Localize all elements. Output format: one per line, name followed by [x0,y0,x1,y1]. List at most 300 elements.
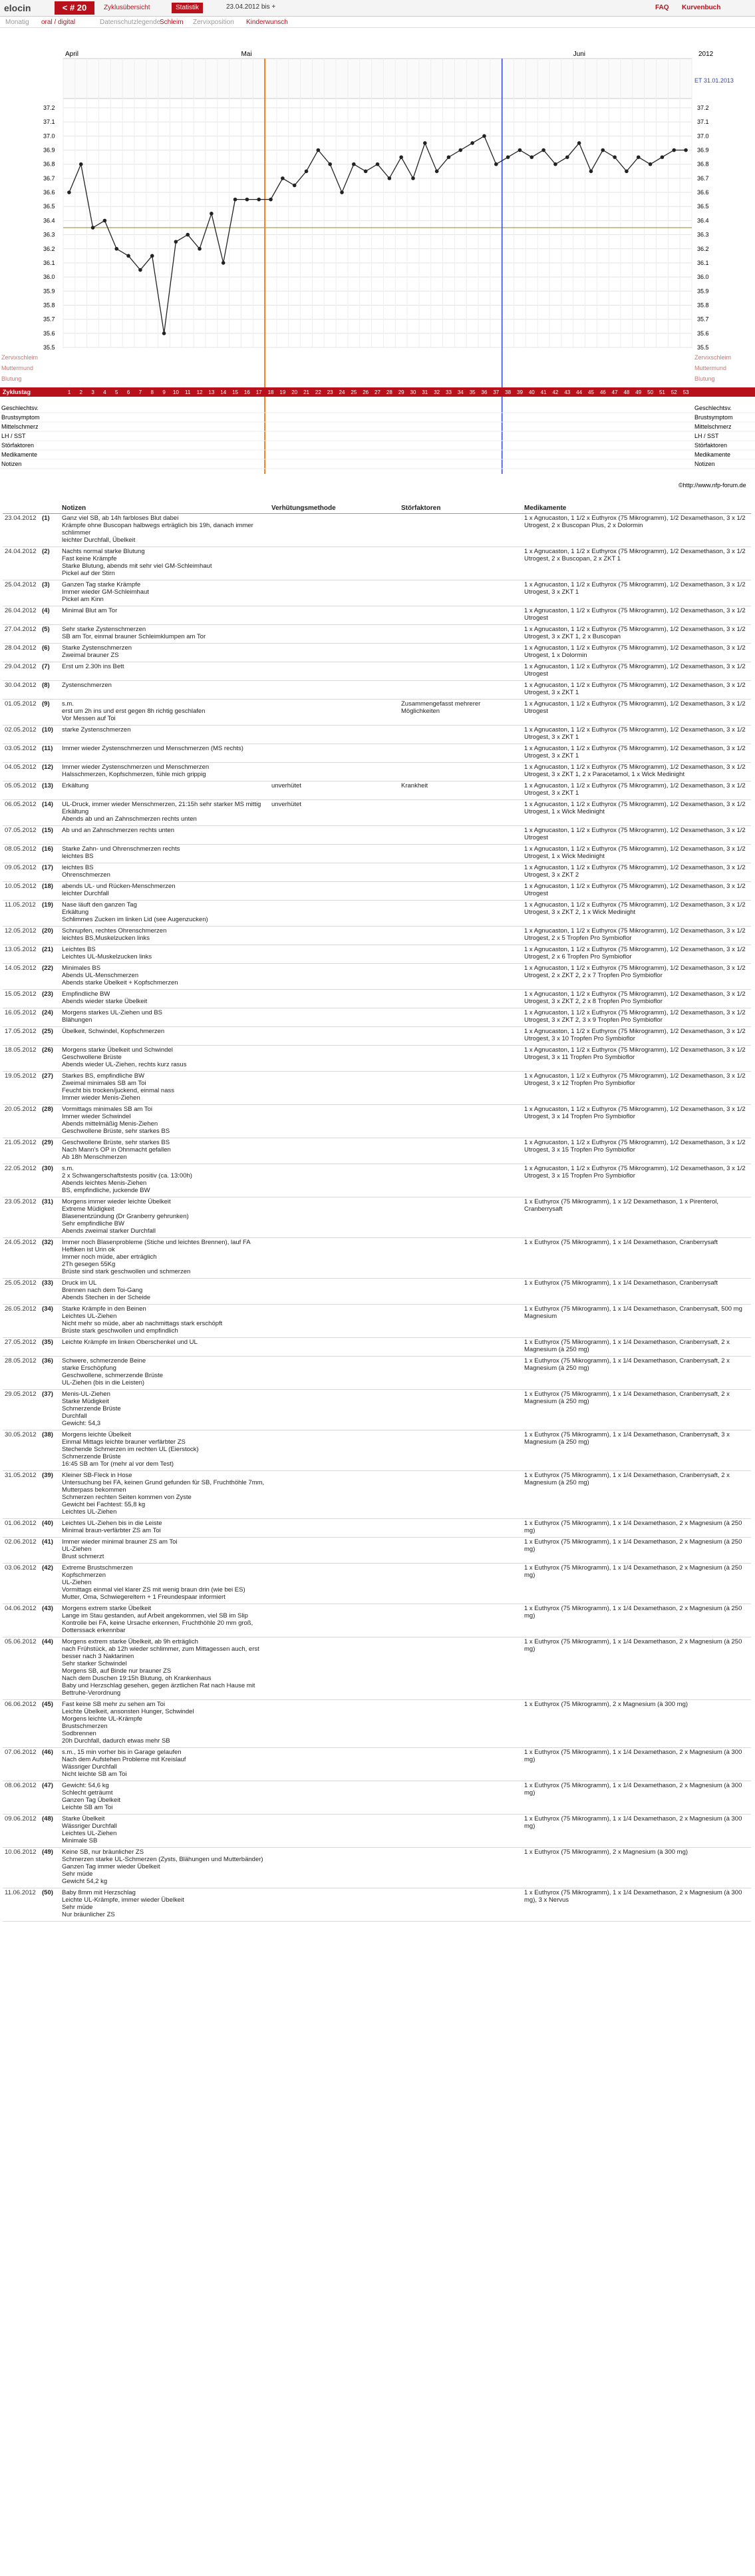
temperature-point [103,219,107,223]
temperature-point [245,198,249,202]
temperature-point [376,162,380,166]
note-disturbance [399,726,522,744]
note-row [3,1748,751,1781]
note-contraception [269,1338,399,1357]
curve-book-link[interactable]: Kurvenbuch [682,4,721,11]
note-cycle-day: (1) [40,514,60,547]
note-text: Ganzen Tag starke Krämpfe Immer wieder GM-Schleimhaut Pickel am Kinn [60,580,269,606]
note-cycle-day: (24) [40,1008,60,1027]
note-date: 30.05.2012 [3,1430,40,1471]
y-tick-label-right: 36.4 [697,217,709,224]
note-text: Starke Krämpfe in den Beinen Leichtes UL-Ziehen Nicht mehr so müde, aber ab nachmittags stark erschöpft Brüste stark geschwollen und empfindlich [60,1305,269,1338]
note-cycle-day: (42) [40,1564,60,1604]
note-medication: 1 x Euthyrox (75 Mikrogramm), 1 x 1/4 Dexamethason, 2 x Magnesium (à 250 mg) [522,1538,751,1564]
y-tick-label-right: 36.3 [697,231,709,238]
row-label-right: Notizen [694,461,715,467]
note-text: Kleiner SB-Fleck in Hose Untersuchung bei FA, keinen Grund gefunden für SB, Fruchthöhle 7mm, Mutterpass bekommen Schmerzen rechten Seiten kommen von Zyste Gewicht bei Fachtest: 55,8 kg Leichtes UL-Ziehen [60,1471,269,1519]
note-row [3,863,751,882]
note-cycle-day: (41) [40,1538,60,1564]
note-text: starke Zystenschmerzen [60,726,269,744]
row-label-right: Mittelschmerz [694,423,732,430]
note-row [3,1357,751,1390]
note-text: Keine SB, nur bräunlicher ZS Schmerzen starke UL-Schmerzen (Zysts, Blähungen und Mutterbänder) Ganzen Tag immer wieder Übelkeit Sehr müde Gewicht 54,2 kg [60,1848,269,1888]
row-label: Notizen [1,461,22,467]
note-disturbance: Zusammengefasst mehrerer Möglichkeiten [399,700,522,726]
date-range[interactable]: 23.04.2012 bis + [226,3,276,11]
note-text: s.m., 15 min vorher bis in Garage gelaufen Nach dem Aufstehen Probleme mit Kreislauf Wässriger Durchfall Nicht leichte SB am Toi [60,1748,269,1781]
note-cycle-day: (26) [40,1046,60,1072]
cycle-day-number: 46 [599,389,606,395]
note-disturbance [399,1604,522,1637]
note-row [3,1430,751,1471]
due-date-note: ET 31.01.2013 [694,77,734,84]
note-contraception [269,547,399,580]
note-contraception [269,644,399,662]
note-contraception [269,1138,399,1164]
note-date: 19.05.2012 [3,1072,40,1105]
note-date: 22.05.2012 [3,1164,40,1197]
note-text: Minimales BS Abends UL-Menschmerzen Abends starke Übelkeit + Kopfschmerzen [60,964,269,990]
note-disturbance [399,1538,522,1564]
note-text: Schwere, schmerzende Beine starke Erschöpfung Geschwollene, schmerzende Brüste UL-Ziehen (bis in die Leisten) [60,1357,269,1390]
note-row [3,882,751,901]
temperature-point [328,162,332,166]
note-disturbance: Krankheit [399,781,522,800]
note-disturbance [399,1700,522,1748]
note-text: Minimal Blut am Tor [60,606,269,625]
temperature-point [565,155,569,159]
cycle-day-number: 26 [363,389,369,395]
subnav-item[interactable]: Zervixposition [193,19,234,26]
cycle-day-number: 29 [398,389,404,395]
note-cycle-day: (30) [40,1164,60,1197]
cycle-day-number: 44 [576,389,583,395]
note-text: Morgens extrem starke Übelkeit Lange im Stau gestanden, auf Arbeit angekommen, viel SB im Slip Kontrolle bei FA, keine Ursache erkennen, Fruchthöhle 20 mm groß, Dotterssack erkennbar [60,1604,269,1637]
note-date: 09.05.2012 [3,863,40,882]
row-label-right: Geschlechtsv. [694,405,732,411]
note-contraception [269,1027,399,1046]
cycle-day-number: 41 [540,389,547,395]
cycle-day-number: 37 [493,389,500,395]
note-date: 06.05.2012 [3,800,40,826]
note-disturbance [399,1072,522,1105]
note-date: 08.05.2012 [3,845,40,863]
note-date: 13.05.2012 [3,945,40,964]
note-cycle-day: (35) [40,1338,60,1357]
note-disturbance [399,1008,522,1027]
temperature-point [269,198,273,202]
note-cycle-day: (10) [40,726,60,744]
note-cycle-day: (40) [40,1519,60,1538]
temperature-point [364,169,368,173]
y-tick-label-right: 35.6 [697,329,709,337]
note-medication: 1 x Agnucaston, 1 1/2 x Euthyrox (75 Mikrogramm), 1/2 Dexamethason, 3 x 1/2 Utrogest, 3 x ZKT 1 [522,681,751,700]
cycle-day-number: 40 [528,389,535,395]
temperature-point [352,162,356,166]
row-label: Geschlechtsv. [1,405,39,411]
note-disturbance [399,863,522,882]
y-tick-label-right: 37.2 [697,105,709,111]
note-row [3,744,751,763]
note-date: 27.05.2012 [3,1338,40,1357]
note-medication: 1 x Euthyrox (75 Mikrogramm), 1 x 1/4 Dexamethason, 2 x Magnesium (à 300 mg), 3 x Nervus [522,1888,751,1922]
note-contraception [269,964,399,990]
tab-overview[interactable]: Zyklusübersicht [104,4,150,11]
temperature-point [553,162,557,166]
note-date: 28.04.2012 [3,644,40,662]
note-contraception [269,514,399,547]
row-label-right: Muttermund [694,365,727,371]
note-contraception [269,580,399,606]
disturbances-header: Störfaktoren [399,503,522,514]
temperature-point [91,226,95,230]
note-cycle-day: (6) [40,644,60,662]
cycle-day-number: 30 [410,389,416,395]
note-contraception [269,901,399,927]
cycle-day-number: 49 [635,389,642,395]
note-contraception [269,763,399,781]
note-date: 01.06.2012 [3,1519,40,1538]
note-text: Ganz viel SB, ab 14h farbloses Blut dabei Krämpfe ohne Buscopan halbwegs erträglich bis 19h, danach immer schlimmer leichter Durchfall, Übelkeit [60,514,269,547]
note-date: 07.05.2012 [3,826,40,845]
cycle-day-number: 33 [446,389,452,395]
cycle-day-number: 32 [434,389,440,395]
row-label-right: Brustsymptom [694,414,733,421]
month-label: Juni [573,51,586,58]
note-row [3,1105,751,1138]
note-disturbance [399,1046,522,1072]
faq-link[interactable]: FAQ [655,4,669,11]
y-tick-label: 35.8 [43,302,55,309]
note-row [3,625,751,644]
temperature-point [114,247,118,251]
note-text: Geschwollene Brüste, sehr starkes BS Nach Mann's OP in Ohnmacht gefallen Ab 18h Menschmerzen [60,1138,269,1164]
note-disturbance [399,547,522,580]
note-contraception [269,606,399,625]
cycle-day-number: 4 [103,389,106,395]
row-label-right: Blutung [694,375,715,382]
temperature-point [257,198,261,202]
note-cycle-day: (49) [40,1848,60,1888]
y-tick-label: 36.4 [43,217,55,224]
note-date: 29.04.2012 [3,662,40,681]
note-cycle-day: (11) [40,744,60,763]
note-disturbance [399,1471,522,1519]
note-cycle-day: (45) [40,1700,60,1748]
note-row [3,1046,751,1072]
note-date: 31.05.2012 [3,1471,40,1519]
note-disturbance [399,1848,522,1888]
cycle-day-number: 18 [267,389,274,395]
temperature-point [625,169,629,173]
cycle-day-number: 39 [517,389,523,395]
note-row [3,990,751,1008]
note-cycle-day: (22) [40,964,60,990]
note-medication: 1 x Euthyrox (75 Mikrogramm), 1 x 1/4 Dexamethason, 2 x Magnesium (à 250 mg) [522,1604,751,1637]
note-date: 24.04.2012 [3,547,40,580]
temperature-point [601,148,605,152]
note-disturbance [399,1105,522,1138]
note-row [3,945,751,964]
temperature-point [198,247,202,251]
cycle-day-number: 3 [91,389,94,395]
note-disturbance [399,1357,522,1390]
note-contraception [269,1390,399,1430]
note-text: Immer wieder Zystenschmerzen und Menschmerzen Halsschmerzen, Kopfschmerzen, fühle mich grippig [60,763,269,781]
y-tick-label: 37.0 [43,132,55,140]
note-row [3,800,751,826]
note-cycle-day: (34) [40,1305,60,1338]
subnav-item[interactable]: oral / digital [41,19,76,26]
note-disturbance [399,964,522,990]
note-contraception [269,1357,399,1390]
note-contraception [269,826,399,845]
note-row [3,763,751,781]
note-cycle-day: (37) [40,1390,60,1430]
note-cycle-day: (43) [40,1604,60,1637]
subnav-item[interactable]: Kinderwunsch [246,19,288,26]
note-cycle-day: (2) [40,547,60,580]
note-medication: 1 x Agnucaston, 1 1/2 x Euthyrox (75 Mikrogramm), 1/2 Dexamethason, 3 x 1/2 Utrogest, 3 x 15 Tropfen Pro Symbioflor [522,1164,751,1197]
top-bar [0,0,755,17]
tab-statistics[interactable]: Statistik [172,3,203,13]
cycle-selector[interactable]: < # 20 [55,1,94,15]
note-cycle-day: (4) [40,606,60,625]
y-tick-label: 36.2 [43,245,55,252]
note-disturbance [399,1279,522,1305]
note-disturbance [399,1637,522,1700]
y-tick-label-right: 36.8 [697,160,709,168]
y-tick-label-right: 37.1 [697,118,709,126]
note-medication: 1 x Agnucaston, 1 1/2 x Euthyrox (75 Mikrogramm), 1/2 Dexamethason, 3 x 1/2 Utrogest, 3 x ZKT 1, 2 x Paracetamol, 1 x Wick Medinight [522,763,751,781]
note-row [3,964,751,990]
note-medication: 1 x Agnucaston, 1 1/2 x Euthyrox (75 Mikrogramm), 1/2 Dexamethason, 3 x 1/2 Utrogest, 1 x Wick Medinight [522,845,751,863]
note-disturbance [399,1748,522,1781]
y-tick-label-right: 35.5 [697,344,709,351]
note-medication: 1 x Euthyrox (75 Mikrogramm), 1 x 1/4 Dexamethason, Cranberrysaft, 2 x Magnesium (à 250 mg) [522,1390,751,1430]
note-text: s.m. erst um 2h ins und erst gegen 8h richtig geschlafen Vor Messen auf Toi [60,700,269,726]
temperature-point [388,176,392,180]
subnav-item[interactable]: Datenschutzlegende [100,19,161,26]
cycle-day-number: 16 [243,389,250,395]
note-disturbance [399,882,522,901]
note-row [3,1848,751,1888]
row-label-right: Medikamente [694,451,731,458]
cycle-day-number: 45 [587,389,594,395]
note-date: 20.05.2012 [3,1105,40,1138]
temperature-point [423,141,427,145]
note-disturbance [399,1164,522,1197]
row-label-right: Zervixschleim [694,354,732,361]
medication-header: Medikamente [522,503,751,514]
temperature-point [293,184,297,188]
temperature-point [79,162,83,166]
note-row [3,726,751,744]
note-disturbance [399,1815,522,1848]
cycle-day-number: 23 [327,389,333,395]
note-contraception [269,1471,399,1519]
note-text: Leichtes UL-Ziehen bis in die Leiste Minimal braun-verfärbter ZS am Toi [60,1519,269,1538]
note-contraception [269,1815,399,1848]
temperature-point [162,331,166,335]
temperature-chart [0,48,755,501]
temperature-point [126,254,130,258]
note-cycle-day: (48) [40,1815,60,1848]
app-logo[interactable]: elocin [4,3,31,13]
note-date: 08.06.2012 [3,1781,40,1815]
note-row [3,1008,751,1027]
note-disturbance [399,681,522,700]
note-cycle-day: (50) [40,1888,60,1922]
note-contraception [269,1564,399,1604]
cycle-day-number: 36 [481,389,488,395]
note-medication: 1 x Agnucaston, 1 1/2 x Euthyrox (75 Mikrogramm), 1/2 Dexamethason, 3 x 1/2 Utrogest [522,662,751,681]
note-row [3,1538,751,1564]
note-text: leichtes BS Ohrenschmerzen [60,863,269,882]
note-medication: 1 x Euthyrox (75 Mikrogramm), 1 x 1/4 Dexamethason, 2 x Magnesium (à 300 mg) [522,1748,751,1781]
note-text: Starke Zystenschmerzen Zweimal brauner ZS [60,644,269,662]
note-contraception [269,1781,399,1815]
row-label: Brustsymptom [1,414,40,421]
note-cycle-day: (39) [40,1471,60,1519]
cycle-day-number: 31 [422,389,428,395]
note-disturbance [399,1781,522,1815]
note-disturbance [399,800,522,826]
cycle-day-number: 22 [315,389,321,395]
row-label: LH / SST [1,433,26,439]
note-contraception [269,845,399,863]
note-contraception [269,1848,399,1888]
note-cycle-day: (13) [40,781,60,800]
note-date: 25.04.2012 [3,580,40,606]
note-medication: 1 x Euthyrox (75 Mikrogramm), 1 x 1/4 Dexamethason, 2 x Magnesium (à 300 mg) [522,1781,751,1815]
cycle-day-number: 14 [220,389,227,395]
sub-navigation [0,17,755,28]
note-medication: 1 x Agnucaston, 1 1/2 x Euthyrox (75 Mikrogramm), 1/2 Dexamethason, 3 x 1/2 Utrogest, 3 x 10 Tropfen Pro Symbioflor [522,1027,751,1046]
temperature-point [210,212,214,216]
y-tick-label: 35.9 [43,288,55,295]
cycle-day-number: 6 [126,389,130,395]
temperature-point [494,162,498,166]
note-date: 10.05.2012 [3,882,40,901]
cycle-day-number: 10 [172,389,179,395]
note-cycle-day: (32) [40,1238,60,1279]
note-medication: 1 x Agnucaston, 1 1/2 x Euthyrox (75 Mikrogramm), 1/2 Dexamethason, 3 x 1/2 Utrogest [522,826,751,845]
row-label: Blutung [1,375,22,382]
temperature-point [661,155,665,159]
y-tick-label: 36.3 [43,231,55,238]
cycle-day-number: 13 [208,389,215,395]
temperature-point [174,240,178,244]
cycle-day-number: 12 [196,389,203,395]
month-label: April [65,51,79,58]
note-disturbance [399,1197,522,1238]
subnav-item[interactable]: Schleim [160,19,184,26]
note-cycle-day: (15) [40,826,60,845]
cycle-day-number: 19 [279,389,286,395]
y-tick-label: 36.8 [43,160,55,168]
y-tick-label-right: 36.6 [697,189,709,196]
note-row [3,1138,751,1164]
note-cycle-day: (5) [40,625,60,644]
note-date: 04.05.2012 [3,763,40,781]
note-row [3,781,751,800]
cycle-day-number: 51 [659,389,665,395]
note-medication: 1 x Euthyrox (75 Mikrogramm), 1 x 1/4 Dexamethason, 2 x Magnesium (à 300 mg) [522,1815,751,1848]
note-contraception [269,744,399,763]
note-disturbance [399,1888,522,1922]
temperature-point [281,176,285,180]
note-contraception [269,625,399,644]
cycle-day-number: 11 [185,389,191,395]
y-tick-label-right: 35.7 [697,316,709,323]
note-contraception [269,1279,399,1305]
note-date: 11.05.2012 [3,901,40,927]
temperature-point [222,261,226,265]
note-disturbance [399,514,522,547]
y-tick-label-right: 35.8 [697,302,709,309]
note-row [3,547,751,580]
note-date: 21.05.2012 [3,1138,40,1164]
row-label: Mittelschmerz [1,423,39,430]
note-row [3,1164,751,1197]
subnav-item[interactable]: Monatig [5,19,29,26]
note-medication: 1 x Agnucaston, 1 1/2 x Euthyrox (75 Mikrogramm), 1/2 Dexamethason, 3 x 1/2 Utrogest, 1 x Wick Medinight [522,800,751,826]
cycle-day-label: Zyklustag [3,389,31,395]
note-contraception [269,882,399,901]
note-date: 30.04.2012 [3,681,40,700]
note-disturbance [399,1430,522,1471]
note-text: Leichte Krämpfe im linken Oberschenkel und UL [60,1338,269,1357]
temperature-point [305,169,309,173]
note-medication: 1 x Agnucaston, 1 1/2 x Euthyrox (75 Mikrogramm), 1/2 Dexamethason, 3 x 1/2 Utrogest, 3 x ZKT 1 [522,781,751,800]
cycle-day-number: 24 [339,389,345,395]
note-row [3,700,751,726]
cycle-day-number: 38 [505,389,512,395]
date-header-band [63,59,692,99]
temperature-point [459,148,463,152]
note-medication: 1 x Euthyrox (75 Mikrogramm), 1 x 1/2 Dexamethason, 1 x Pirenterol, Cranberrysaft [522,1197,751,1238]
note-text: Gewicht: 54,6 kg Schlecht geträumt Ganzen Tag Übelkeit Leichte SB am Toi [60,1781,269,1815]
note-text: Morgens starkes UL-Ziehen und BS Blähungen [60,1008,269,1027]
note-text: Morgens leichte Übelkeit Einmal Mittags leichte brauner verfärbter ZS Stechende Schmerzen im rechten UL (Eierstock) Schmerzende Brüste 16:45 SB am Tor (mehr al vor dem Test) [60,1430,269,1471]
cycle-day-number: 5 [115,389,118,395]
note-date: 02.06.2012 [3,1538,40,1564]
note-cycle-day: (47) [40,1781,60,1815]
note-contraception [269,1888,399,1922]
note-contraception [269,700,399,726]
notes-header: Notizen [60,503,269,514]
y-tick-label-right: 36.0 [697,274,709,281]
note-medication: 1 x Agnucaston, 1 1/2 x Euthyrox (75 Mikrogramm), 1/2 Dexamethason, 3 x 1/2 Utrogest [522,606,751,625]
note-row [3,606,751,625]
note-text: Immer wieder minimal brauner ZS am Toi UL-Ziehen Brust schmerzt [60,1538,269,1564]
note-medication: 1 x Agnucaston, 1 1/2 x Euthyrox (75 Mikrogramm), 1/2 Dexamethason, 3 x 1/2 Utrogest, 3 x ZKT 2 [522,863,751,882]
note-disturbance [399,625,522,644]
note-date: 17.05.2012 [3,1027,40,1046]
note-cycle-day: (21) [40,945,60,964]
row-label: Medikamente [1,451,38,458]
y-tick-label-right: 37.0 [697,132,709,140]
note-contraception [269,662,399,681]
note-medication: 1 x Euthyrox (75 Mikrogramm), 1 x 1/4 Dexamethason, 2 x Magnesium (à 250 mg) [522,1637,751,1700]
cycle-day-number: 2 [79,389,82,395]
note-medication: 1 x Agnucaston, 1 1/2 x Euthyrox (75 Mikrogramm), 1/2 Dexamethason, 3 x 1/2 Utrogest, 2 x 5 Tropfen Pro Symbioflor [522,927,751,945]
note-row [3,1279,751,1305]
cycle-day-number: 28 [386,389,392,395]
note-disturbance [399,901,522,927]
note-date: 26.04.2012 [3,606,40,625]
